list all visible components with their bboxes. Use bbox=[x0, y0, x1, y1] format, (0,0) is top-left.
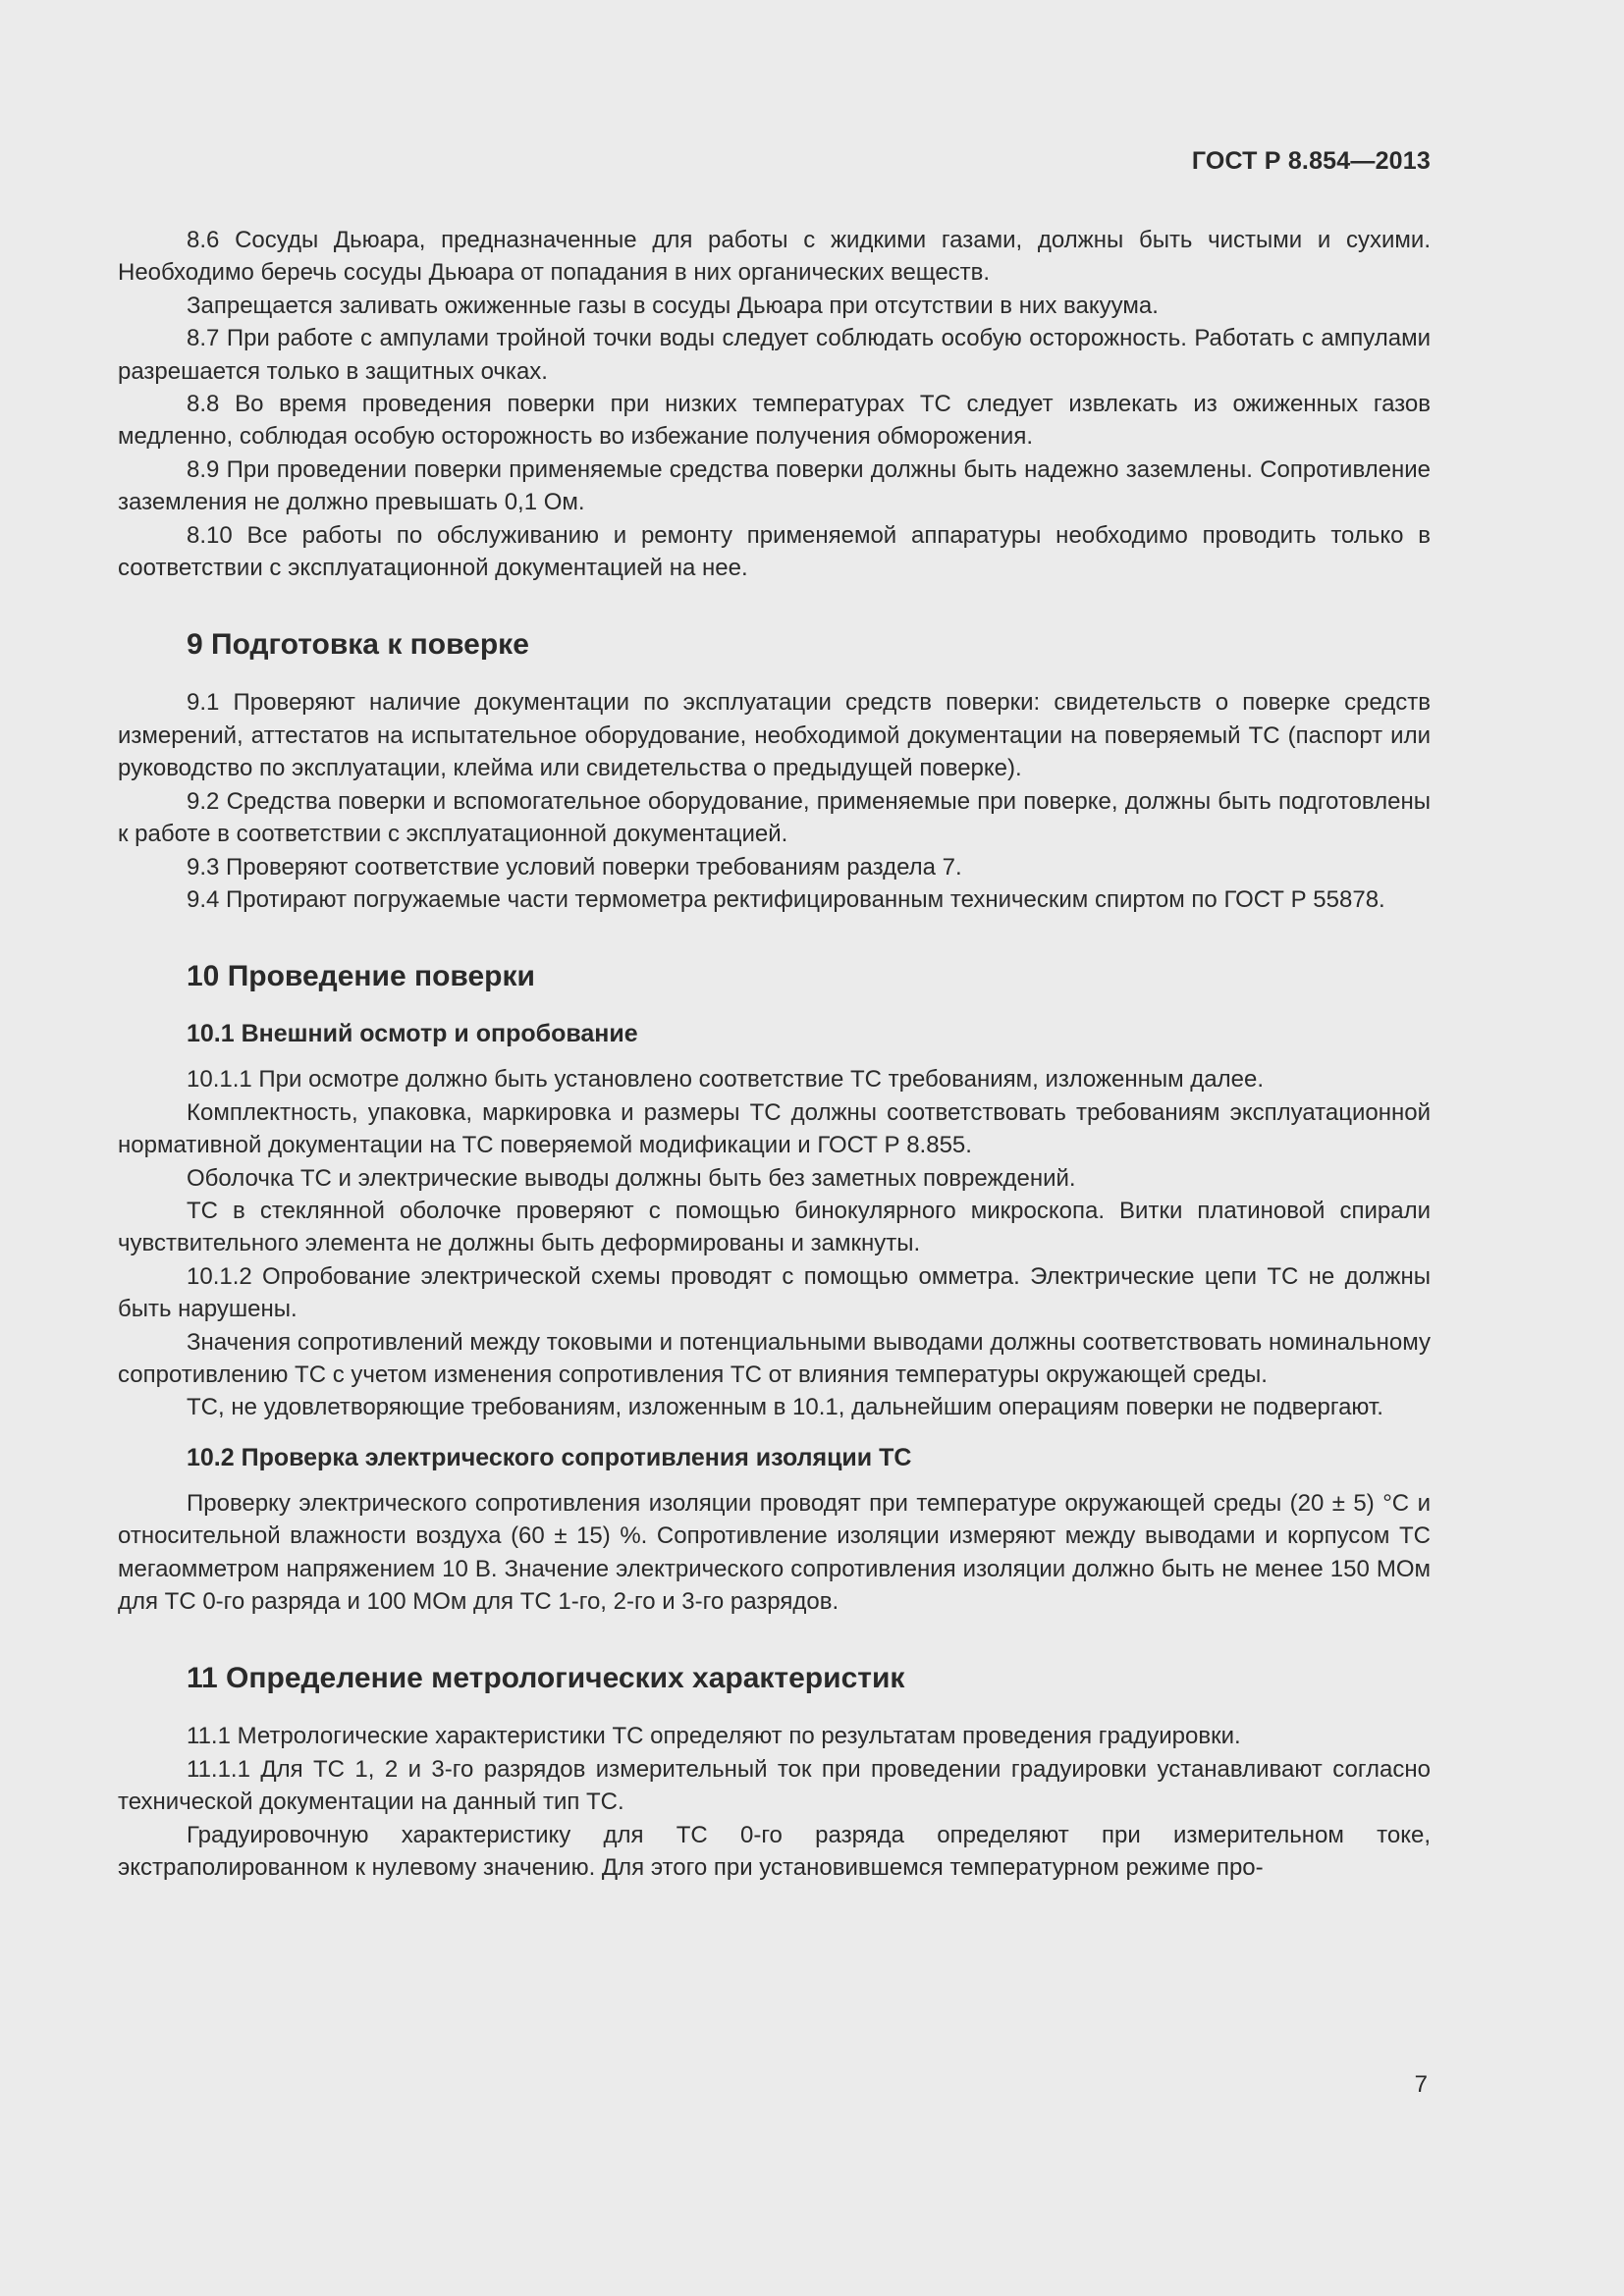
section-11 bbox=[118, 1720, 1431, 1884]
section-9 bbox=[118, 686, 1431, 916]
paragraph: ТС в стеклянной оболочке проверяют с помощью бинокулярного микроскопа. Витки платиновой спирали чувствительного элемента не должны быть деформированы и замкнуты. bbox=[118, 1197, 1431, 1257]
paragraph: 9.2 Средства поверки и вспомогательное оборудование, применяемые при поверке, должны быть подготовлены к работе в соответствии с эксплуатационной документацией. bbox=[118, 787, 1431, 848]
subsection-10-2-heading: 10.2 Проверка электрического сопротивления изоляции ТС bbox=[187, 1443, 912, 1471]
document-header: ГОСТ Р 8.854—2013 bbox=[1191, 147, 1431, 175]
section-9-heading: 9 Подготовка к поверке bbox=[187, 628, 529, 662]
paragraph: Проверку электрического сопротивления изоляции проводят при температуре окружающей среды (20 ± 5) °С и относительной влажности воздуха (60 ± 15) %. Сопротивление изоляции измеряют между выводами и корпусом ТС мегаомметром напряжением 10 В. Значение электрического сопротивления изоляции должно быть не менее 150 МОм для ТС 0-го разряда и 100 МОм для ТС 1-го, 2-го и 3-го разрядов. bbox=[118, 1489, 1431, 1615]
paragraph: 8.10 Все работы по обслуживанию и ремонту применяемой аппаратуры необходимо проводить только в соответствии с эксплуатационной документацией на нее. bbox=[118, 521, 1431, 582]
paragraph: 8.6 Сосуды Дьюара, предназначенные для работы с жидкими газами, должны быть чистыми и сухими. Необходимо беречь сосуды Дьюара от попадания в них органических веществ. bbox=[118, 227, 1431, 287]
section-11-heading: 11 Определение метрологических характеристик bbox=[187, 1662, 905, 1695]
subsection-10-1 bbox=[118, 1063, 1431, 1423]
paragraph: 8.8 Во время проведения поверки при низких температурах ТС следует извлекать из ожиженных газов медленно, соблюдая особую осторожность во избежание получения обморожения. bbox=[118, 391, 1431, 451]
paragraph: 10.1.1 При осмотре должно быть установлено соответствие ТС требованиям, изложенным далее. bbox=[187, 1066, 1265, 1094]
paragraph: 10.1.2 Опробование электрической схемы проводят с помощью омметра. Электрические цепи ТС не должны быть нарушены. bbox=[118, 1262, 1431, 1323]
paragraph: 9.3 Проверяют соответствие условий поверки требованиям раздела 7. bbox=[187, 853, 962, 881]
paragraph: Оболочка ТС и электрические выводы должны быть без заметных повреждений. bbox=[187, 1164, 1076, 1192]
paragraph: 11.1.1 Для ТС 1, 2 и 3-го разрядов измерительный ток при проведении градуировки устанавливают согласно технической документации на данный тип ТС. bbox=[118, 1755, 1431, 1816]
paragraph: 9.1 Проверяют наличие документации по эксплуатации средств поверки: свидетельств о поверке средств измерений, аттестатов на испытательное оборудование, необходимой документации на поверяемый ТС (паспорт или руководство по эксплуатации, клейма или свидетельства о предыдущей поверке). bbox=[118, 689, 1431, 782]
paragraph: 8.7 При работе с ампулами тройной точки воды следует соблюдать особую осторожность. Работать с ампулами разрешается только в защитных очках. bbox=[118, 325, 1431, 385]
paragraph: 9.4 Протирают погружаемые части термометра ректифицированным техническим спиртом по ГОСТ Р 55878. bbox=[187, 885, 1385, 913]
paragraph: Запрещается заливать ожиженные газы в сосуды Дьюара при отсутствии в них вакуума. bbox=[187, 292, 1159, 319]
paragraph: Значения сопротивлений между токовыми и потенциальными выводами должны соответствовать номинальному сопротивлению ТС с учетом изменения сопротивления ТС от влияния температуры окружающей среды. bbox=[118, 1328, 1431, 1388]
document-body bbox=[118, 224, 1431, 1884]
paragraph: Градуировочную характеристику для ТС 0-го разряда определяют при измерительном токе, экстраполированном к нулевому значению. Для этого при установившемся температурном режиме про- bbox=[118, 1821, 1431, 1882]
paragraph: Комплектность, упаковка, маркировка и размеры ТС должны соответствовать требованиям эксплуатационной нормативной документации на ТС поверяемой модификации и ГОСТ Р 8.855. bbox=[118, 1098, 1431, 1159]
section-8-continuation bbox=[118, 224, 1431, 584]
page-number: 7 bbox=[1414, 2071, 1428, 2098]
paragraph: 11.1 Метрологические характеристики ТС определяют по результатам проведения градуировки. bbox=[187, 1723, 1241, 1750]
subsection-10-1-heading: 10.1 Внешний осмотр и опробование bbox=[187, 1020, 638, 1048]
paragraph: 8.9 При проведении поверки применяемые средства поверки должны быть надежно заземлены. Сопротивление заземления не должно превышать 0,1 Ом. bbox=[118, 455, 1431, 516]
section-10-heading: 10 Проведение поверки bbox=[187, 960, 535, 993]
subsection-10-2 bbox=[118, 1487, 1431, 1619]
paragraph: ТС, не удовлетворяющие требованиям, изложенным в 10.1, дальнейшим операциям поверки не подвергают. bbox=[187, 1394, 1383, 1421]
